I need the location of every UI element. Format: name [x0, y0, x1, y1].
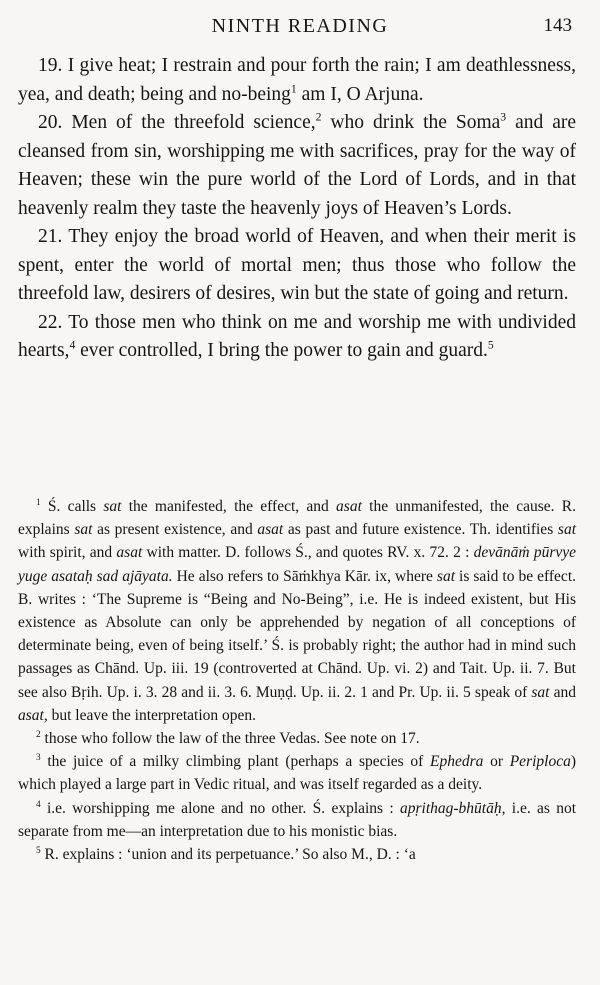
footnote-2 [18, 727, 576, 750]
text-run: and [549, 683, 576, 701]
italic-text: asat, [18, 706, 48, 724]
text-run: i.e. as not separate from me—an interpretation due to his monistic bias. [18, 799, 577, 840]
text-run: He also refers to Sāṁkhya Kār. ix, where [172, 567, 437, 585]
italic-text: Periploca [509, 753, 571, 771]
italic-text: sat [436, 567, 456, 585]
footnote-5 [18, 843, 576, 866]
text-run: 19. I give heat; I restrain and pour forth the rain; I am deathlessness, yea, and death; being and no-being [18, 55, 576, 105]
italic-text: Ephedra [430, 753, 484, 771]
text-run: the juice of a milky climbing plant (perhaps a species of [40, 753, 431, 771]
note-marker: 4 [36, 799, 41, 810]
text-run: 21. They enjoy the broad world of Heaven, and when their merit is spent, enter the world of mortal men; thus those who follow the threefold law, desirers of desires, win but the state of going and return. [18, 226, 576, 304]
note-marker: 3 [36, 753, 41, 764]
note-marker: 1 [36, 497, 41, 508]
italic-text: devānāṁ pūrvye yuge asataḥ sad ajāyata. [18, 544, 576, 585]
running-title: NINTH READING [211, 15, 389, 37]
footnotes [18, 495, 576, 866]
page-number: 143 [543, 15, 572, 36]
page-header [0, 15, 600, 43]
italic-text: apṛithag-bhūtāḥ, [399, 799, 506, 817]
verse-19 [18, 52, 576, 109]
text-run: the unmanifested, the cause. R. explains [18, 498, 576, 539]
text-run: with matter. D. follows Ś., and quotes RV. x. 72. 2 : [142, 544, 474, 562]
footnote-1 [18, 495, 576, 727]
italic-text: sat [531, 683, 550, 701]
note-marker: 5 [36, 845, 41, 856]
note-marker: 1 [290, 82, 297, 95]
text-run: is said to be effect. B. writes : ‘The Supreme is “Being and No-Being”, i.e. He is indeed existent, but His existence as Absolute can only be apprehended by negation of all conceptions of determinate being, even of being itself.’ Ś. is probably right; the author had in mind such passages as Chānd. Up. iii. 19 (controverted at Chānd. Up. vi. 2) and Tait. Up. ii. 7. But see also Bṛih. Up. i. 3. 28 and ii. 3. 6. Muṇḍ. Up. ii. 2. 1 and Pr. Up. ii. 5 speak of [18, 567, 576, 701]
note-marker: 2 [315, 110, 322, 124]
italic-text: asat [257, 521, 284, 539]
text-run: the manifested, the effect, and [121, 498, 337, 515]
verse-block [18, 52, 576, 366]
italic-text: asat [336, 498, 362, 515]
text-run: am I, O Arjuna. [296, 83, 424, 105]
text-run: R. explains : ‘union and its perpetuance.’ So also M., D. : ‘a [40, 846, 416, 864]
text-run: or [483, 753, 510, 771]
verse-22 [18, 309, 576, 366]
note-marker: 5 [487, 338, 494, 352]
text-run: ever controlled, I bring the power to gain and guard. [75, 340, 488, 361]
text-run: ) which played a large part in Vedic ritual, and was itself regarded as a deity. [18, 753, 577, 794]
text-run: i.e. worshipping me alone and no other. Ś. explains : [40, 799, 400, 817]
italic-text: sat [74, 521, 93, 539]
italic-text: sat [557, 521, 576, 539]
verse-20 [18, 109, 576, 223]
italic-text: sat [103, 498, 122, 515]
footnote-4 [18, 797, 576, 843]
text-run: but leave the interpretation open. [47, 706, 257, 724]
text-run: as present existence, and [92, 521, 258, 539]
note-marker: 4 [69, 338, 76, 352]
italic-text: asat [116, 544, 143, 562]
note-marker: 3 [500, 110, 507, 124]
text-run: those who follow the law of the three Vedas. See note on 17. [40, 730, 420, 748]
text-run: who drink the Soma [321, 112, 501, 133]
text-run: with spirit, and [18, 544, 117, 562]
text-run: and are cleansed from sin, worshipping me with sacrifices, pray for the way of Heaven; these win the pure world of the Lord of Lords, and in that heavenly realm they taste the heavenly joys of Heaven’s Lords. [18, 112, 576, 219]
text-run: Ś. calls [40, 498, 104, 515]
text-run: 22. To those men who think on me and worship me with undivided hearts, [18, 311, 576, 361]
text-run: as past and future existence. Th. identifies [283, 521, 558, 539]
verse-21 [18, 223, 576, 309]
text-run: 20. Men of the threefold science, [38, 112, 316, 133]
note-marker: 2 [36, 729, 41, 740]
footnote-3 [18, 750, 576, 796]
